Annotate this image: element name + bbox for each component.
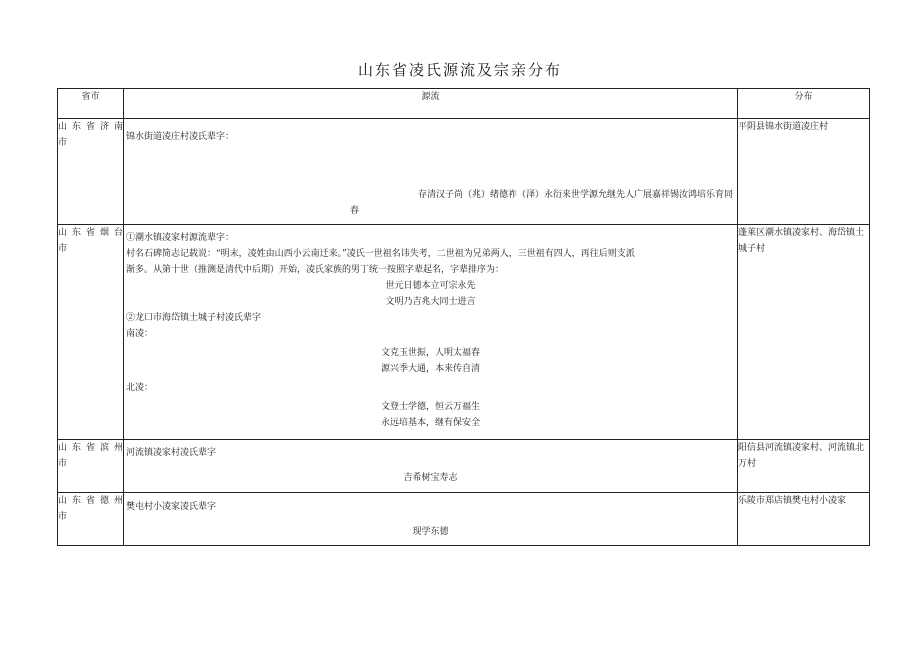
source-heading: 樊屯村小凌家凌氏辈字	[126, 502, 217, 512]
distribution-cell: 阳信县河流镇凌家村、河流镇北万村	[738, 440, 870, 493]
branch-label: 北凌：	[126, 383, 154, 393]
source-heading: 河流镇凌家村凌氏辈字	[126, 448, 217, 458]
province-name: 山东省滨州	[58, 443, 123, 453]
table-row-dezhou	[58, 493, 870, 546]
header-row	[58, 89, 870, 119]
generation-line: 文明乃吉兆大同士进言	[385, 297, 476, 307]
source-heading: 锦水街道凌庄村凌氏辈字：	[126, 132, 235, 142]
province-suffix: 市	[58, 512, 68, 522]
source-paragraph: 渐多。从第十世（推测是清代中后期）开始，凌氏家族的男丁统一按照字辈起名，字辈排序为：	[126, 265, 505, 275]
generation-line: 文克玉世振，人明太福春	[380, 348, 480, 358]
branch-label: 南凌：	[126, 329, 154, 339]
header-distribution: 分布	[738, 89, 870, 119]
table-row-yantai	[58, 225, 870, 440]
table-row-binzhou	[58, 440, 870, 493]
page-title: 山东省凌氏源流及宗亲分布	[357, 61, 562, 79]
province-suffix: 市	[58, 244, 68, 254]
province-name: 山东省济南	[58, 122, 123, 132]
source-heading: ②龙口市海岱镇土城子村凌氏辈字	[126, 313, 262, 323]
generation-line: 永远培基本，继有保安全	[380, 418, 480, 428]
province-name: 山东省烟台	[58, 228, 123, 238]
province-cell	[58, 225, 124, 440]
source-cell	[124, 225, 738, 440]
generation-line: 春	[350, 206, 360, 216]
generation-line: 现学东德	[412, 527, 449, 537]
source-cell	[124, 493, 738, 546]
province-cell	[58, 440, 124, 493]
source-paragraph: 村名石碑简志记载说：“明末，凌姓由山西小云南迁来。”凌氏一世祖名讳失考，二世祖为兄弟两人，三世祖有四人，再往后则支派	[126, 249, 635, 259]
province-cell	[58, 119, 124, 225]
province-cell	[58, 493, 124, 546]
generation-line: 世元日德本立可宗永先	[385, 281, 476, 291]
header-source: 源流	[124, 89, 738, 119]
distribution-cell: 平阴县锦水街道凌庄村	[738, 119, 870, 225]
province-name: 山东省德州	[58, 496, 123, 506]
generation-line: 存清汉子尚（兆）绪德祚（泽）永衍来世学源允继先人广展嘉祥锡汝鸿培乐育同	[417, 190, 733, 200]
province-suffix: 市	[58, 459, 68, 469]
source-cell	[124, 119, 738, 225]
table-row-jinan	[58, 119, 870, 225]
lineage-table	[57, 88, 870, 546]
generation-line: 文登士学德，恒云万福生	[380, 402, 480, 412]
source-heading: ①潮水镇凌家村源流辈字：	[126, 233, 235, 243]
generation-line: 源兴季大通，本来传自清	[380, 364, 480, 374]
generation-line: 吉希树宝寿志	[403, 473, 458, 483]
header-province: 省市	[58, 89, 124, 119]
distribution-cell: 蓬莱区潮水镇凌家村、海岱镇土城子村	[738, 225, 870, 440]
distribution-cell: 乐陵市郑店镇樊屯村小凌家	[738, 493, 870, 546]
source-cell	[124, 440, 738, 493]
province-suffix: 市	[58, 138, 68, 148]
